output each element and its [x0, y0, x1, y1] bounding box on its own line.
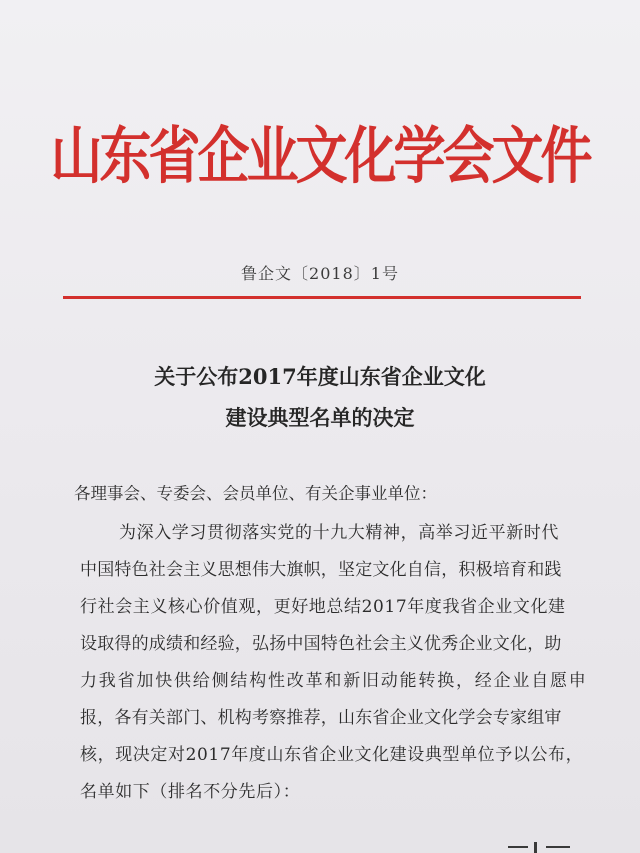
letterhead-title: 山东省企业文化学会文件 [50, 120, 590, 193]
body-line-7: 核，现决定对2017年度山东省企业文化建设典型单位予以公布， [80, 745, 584, 765]
salutation: 各理事会、专委会、会员单位、有关企事业单位： [74, 484, 437, 503]
body-line-5: 力我省加快供给侧结构性改革和新旧动能转换，经企业自愿申 [80, 671, 588, 691]
body-line-6: 报，各有关部门、机构考察推荐，山东省企业文化学会专家组审 [80, 708, 562, 728]
body-line-8: 名单如下（排名不分先后）： [80, 782, 301, 802]
document-title-line-1: 关于公布2017年度山东省企业文化 [154, 364, 486, 389]
body-line-2: 中国特色社会主义思想伟大旗帜，坚定文化自信，积极培育和践 [80, 560, 562, 580]
body-line-3: 行社会主义核心价值观，更好地总结2017年度我省企业文化建 [80, 597, 566, 617]
document-title-line-2: 建设典型名单的决定 [225, 405, 415, 430]
page-number-mark [508, 836, 570, 853]
red-divider [63, 296, 581, 299]
body-line-4: 设取得的成绩和经验，弘扬中国特色社会主义优秀企业文化，助 [80, 634, 562, 654]
body-line-1: 为深入学习贯彻落实党的十九大精神，高举习近平新时代 [119, 523, 559, 543]
document-number: 鲁企文〔2018〕1号 [241, 264, 399, 283]
